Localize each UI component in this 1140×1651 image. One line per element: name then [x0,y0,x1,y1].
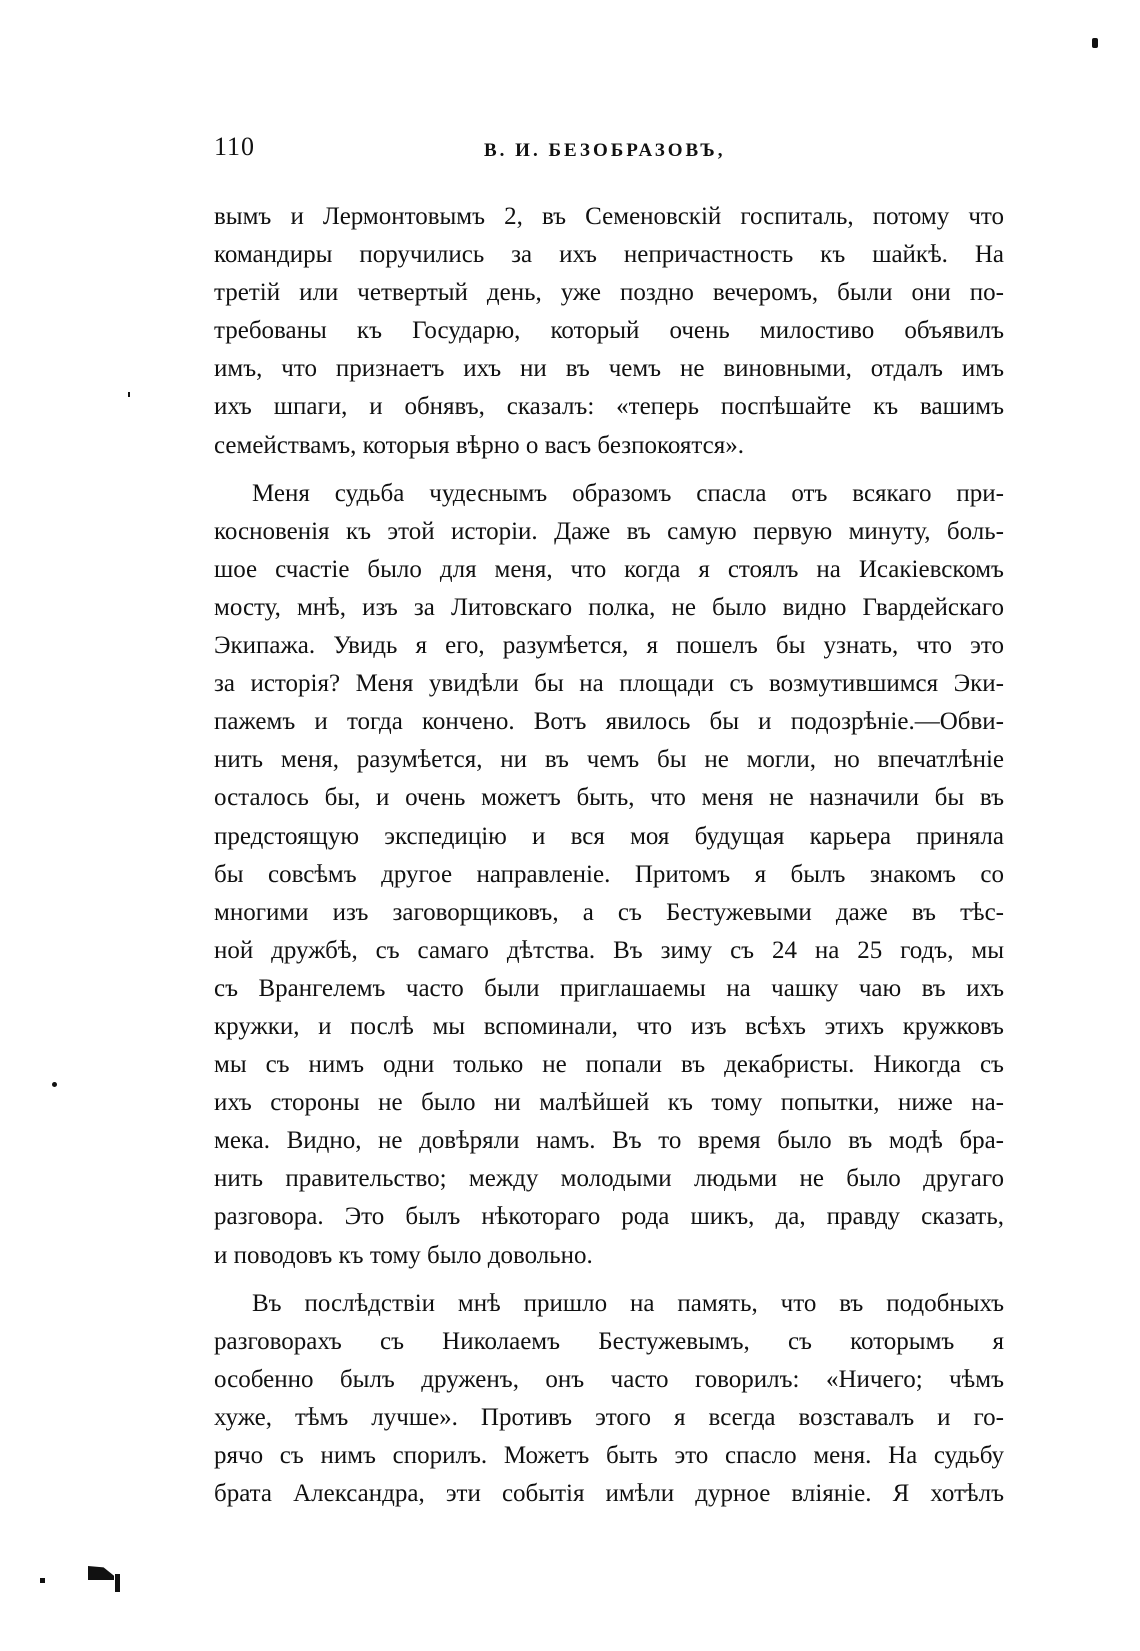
text-line: осталось бы, и очень можетъ быть, что меня не назначили бы въ [214,784,1004,812]
text-line: нить правительство; между молодыми людьми не было другаго [214,1165,1004,1193]
text-line: требованы къ Государю, который очень милостиво объявилъ [214,317,1004,345]
text-line: за исторія? Меня увидѣли бы на площади съ возмутившимся Эки- [214,670,1004,698]
text-line: имъ, что признаетъ ихъ ни въ чемъ не виновными, отдалъ имъ [214,355,1004,383]
text-line: бы совсѣмъ другое направленіе. Притомъ я былъ знакомъ со [214,860,1004,888]
running-head: В. И. БЕЗОБРАЗОВЪ, [484,140,726,161]
paragraph [214,198,1004,465]
text-line: пажемъ и тогда кончено. Вотъ явилось бы и подозрѣніе.—Обви- [214,708,1004,736]
text-line: съ Врангелемъ часто были приглашаемы на чашку чаю въ ихъ [214,974,1004,1002]
text-line: хуже, тѣмъ лучше». Противъ этого я всегда возставалъ и го- [214,1403,1004,1431]
scan-speck [1092,38,1098,48]
text-line: семействамъ, которыя вѣрно о васъ безпокоятся». [214,431,744,459]
text-line: ной дружбѣ, съ самаго дѣтства. Въ зиму съ 24 на 25 годъ, мы [214,936,1004,964]
scan-blot [115,1574,120,1592]
text-line: брата Александра, эти событія имѣли дурное вліяніе. Я хотѣлъ [214,1480,1004,1508]
paragraph-gap [214,465,1004,475]
paragraph [214,1285,1004,1514]
text-line: нить меня, разумѣется, ни въ чемъ бы не могли, но впечатлѣніе [214,746,1004,774]
text-line: разговорахъ съ Николаемъ Бестужевымъ, съ которымъ я [214,1327,1004,1355]
text-line: шое счастіе было для меня, что когда я стоялъ на Исакіевскомъ [214,555,1004,583]
text-line: ихъ стороны не было ни малѣйшей къ тому попытки, ниже на- [214,1089,1004,1117]
text-line: кружки, и послѣ мы вспоминали, что изъ всѣхъ этихъ кружковъ [214,1012,1004,1040]
scan-speck [40,1578,45,1583]
text-line: Меня судьба чудеснымъ образомъ спасла отъ всякаго при- [252,479,1004,507]
scan-blot [88,1566,114,1580]
text-line: рячо съ нимъ спорилъ. Можетъ быть это спасло меня. На судьбу [214,1442,1004,1469]
text-line: косновенія къ этой исторіи. Даже въ самую первую минуту, боль- [214,517,1004,545]
page-number: 110 [214,132,256,161]
body-text [214,198,1004,1513]
text-line: мы съ нимъ одни только не попали въ декабристы. Никогда съ [214,1051,1004,1079]
text-line: Въ послѣдствіи мнѣ пришло на память, что въ подобныхъ [252,1289,1004,1317]
text-line: вымъ и Лермонтовымъ 2, въ Семеновскій госпиталь, потому что [214,203,1004,230]
scan-speck [128,392,130,397]
paragraph [214,475,1004,1275]
scan-speck [52,1082,57,1087]
text-line: Экипажа. Увидь я его, разумѣется, я пошелъ бы узнать, что это [214,632,1004,660]
text-line: ихъ шпаги, и обнявъ, сказалъ: «теперь поспѣшайте къ вашимъ [214,393,1004,421]
paragraph-gap [214,1275,1004,1285]
text-line: разговора. Это былъ нѣкотораго рода шикъ, да, правду сказать, [214,1203,1004,1231]
text-line: третій или четвертый день, уже поздно вечеромъ, были они по- [214,279,1004,307]
text-line: командиры поручились за ихъ непричастность къ шайкѣ. На [214,241,1004,269]
text-line: многими изъ заговорщиковъ, а съ Бестужевыми даже въ тѣс- [214,898,1004,926]
text-line: мека. Видно, не довѣряли намъ. Въ то время было въ модѣ бра- [214,1127,1004,1155]
text-line: и поводовъ къ тому было довольно. [214,1241,593,1269]
text-line: предстоящую экспедицію и вся моя будущая карьера приняла [214,822,1004,850]
page-header [214,132,1004,172]
text-line: мосту, мнѣ, изъ за Литовскаго полка, не было видно Гвардейскаго [214,593,1004,621]
text-line: особенно былъ друженъ, онъ часто говорилъ: «Ничего; чѣмъ [214,1365,1004,1393]
